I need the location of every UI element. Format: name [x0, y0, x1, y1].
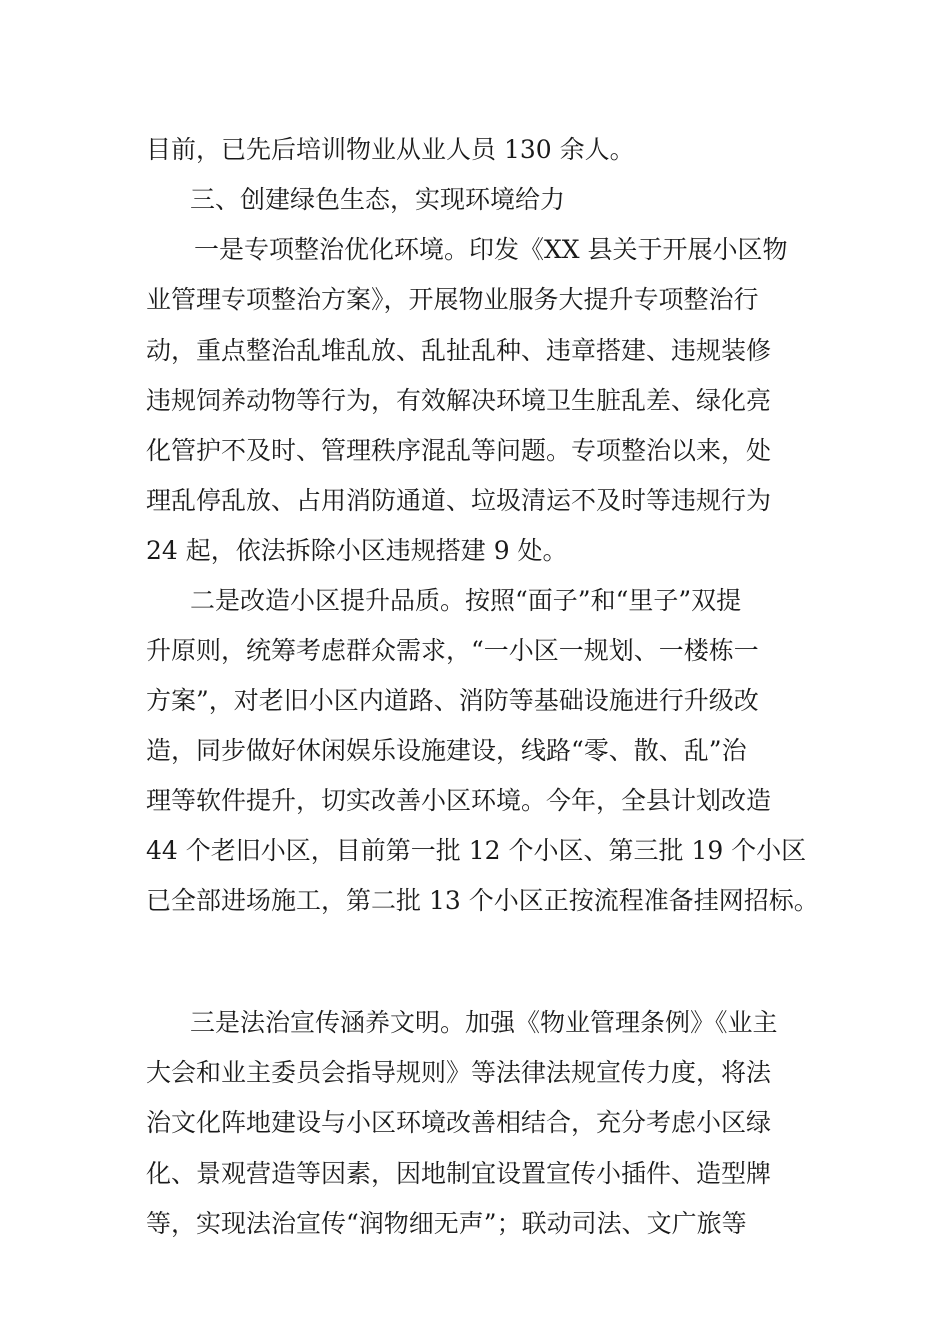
text-line-11: 升原则，统筹考虑群众需求，“一小区一规划、一楼栋一	[146, 636, 759, 665]
text-line-9: 24 起，依法拆除小区违规搭建 9 处。	[146, 536, 568, 565]
text-line-6: 违规饲养动物等行为，有效解决环境卫生脏乱差、绿化亮	[146, 386, 772, 415]
text-line-10: 二是改造小区提升品质。按照“面子”和“里子”双提	[190, 586, 742, 615]
text-line-19: 治文化阵地建设与小区环境改善相结合，充分考虑小区绿	[146, 1108, 772, 1137]
text-line-16: 已全部进场施工，第二批 13 个小区正按流程准备挂网招标。	[146, 886, 819, 915]
text-line-8: 理乱停乱放、占用消防通道、垃圾清运不及时等违规行为	[146, 486, 772, 515]
text-line-4: 业管理专项整治方案》，开展物业服务大提升专项整治行	[146, 285, 759, 314]
text-line-18: 大会和业主委员会指导规则》等法律法规宣传力度，将法	[146, 1058, 772, 1087]
text-line-3: 一是专项整治优化环境。印发《XX 县关于开展小区物	[194, 235, 788, 264]
text-line-15: 44 个老旧小区，目前第一批 12 个小区、第三批 19 个小区	[146, 836, 807, 865]
text-line-14: 理等软件提升，切实改善小区环境。今年，全县计划改造	[146, 786, 772, 815]
text-line-1: 目前，已先后培训物业从业人员 130 余人。	[146, 135, 635, 164]
text-line-7: 化管护不及时、管理秩序混乱等问题。专项整治以来，处	[146, 436, 772, 465]
text-line-21: 等，实现法治宣传“润物细无声”；联动司法、文广旅等	[146, 1209, 747, 1238]
text-line-12: 方案”，对老旧小区内道路、消防等基础设施进行升级改	[146, 686, 759, 715]
text-line-20: 化、景观营造等因素，因地制宜设置宣传小插件、造型牌	[146, 1159, 772, 1188]
section-heading: 三、创建绿色生态，实现环境给力	[190, 185, 566, 214]
text-line-13: 造，同步做好休闲娱乐设施建设，线路“零、散、乱”治	[146, 736, 747, 765]
text-line-5: 动，重点整治乱堆乱放、乱扯乱种、违章搭建、违规装修	[146, 336, 772, 365]
text-line-17: 三是法治宣传涵养文明。加强《物业管理条例》《业主	[190, 1008, 778, 1037]
